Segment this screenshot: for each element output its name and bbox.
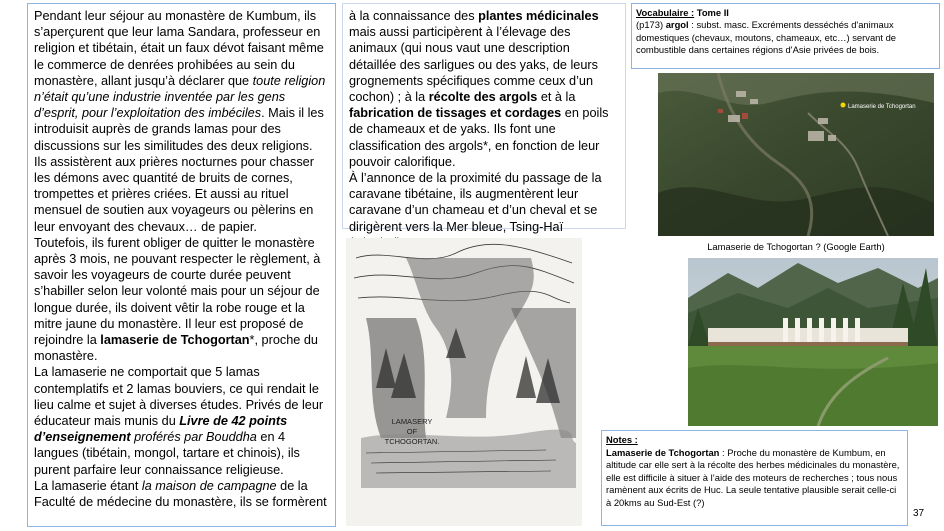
engraving-label-line2: OF [406,427,418,436]
engraving-label-line3: TCHOGORTAN. [384,437,440,446]
text-column-left [27,3,336,527]
marker-label: Lamaserie de Tchogortan [848,104,916,110]
notes-title: Notes : [606,434,638,445]
vocabulary-tome: Tome II [694,7,729,18]
paragraph-leaving: Toutefois, ils furent obliger de quitter le monastère après 3 mois, ne pouvant respecter le règlement, à savoir les voyageurs de courte durée peuvent s’habiller selon leur volonté mais pour un séjour de longue durée, ils doivent vêtir la robe rouge et la mitre jaune du monastère. Il leur est proposé de rejoindre la lamaserie de Tchogortan*, proche du monastère. [34,235,321,364]
paragraph-lamaserie: La lamaserie ne comportait que 5 lamas contemplatifs et 2 lamas bouviers, ce qui rendait le lieu calme et sujet à diverses études. Privés de leur éducateur mais munis du Livre de 42 points d’enseignement proférés par Bouddha en 4 langues (tibétain, mongol, tartare et chinois), ils purent parfaire leur connaissance religieuse. [34,365,324,477]
paragraph-sandara: Pendant leur séjour au monastère de Kumbum, ils s’aperçurent que leur lama Sandara, professeur en religion et tibétain, était un faux dévot faisant même le commerce de denrées prohibées au sein du monastère, allant jusqu’à déclarer que toute religion n’était qu’une industrie inventée par les gens d’esprit, pour l’exploitation des imbéciles. Mais il les introduisit auprès de grands lamas pour des discussions sur les similitudes des deux religions. [34,9,326,153]
satellite-caption: Lamaserie de Tchogortan ? (Google Earth) [707,241,885,252]
paragraph-faculty: La lamaserie étant la maison de campagne de la Faculté de médecine du monastère, ils se formèrent [34,478,327,510]
vocabulary-term: argol [665,19,689,31]
engraving-label-line1: LAMASERY [391,417,433,426]
lamasery-engraving [346,238,582,526]
paragraph-caravan: À l’annonce de la proximité du passage de la caravane tibétaine, ils augmentèrent leur caravane d’un chameau et d’un cheval et se dirigèrent vers la Mer bleue, Tsing-Haï [349,171,602,234]
notes-term: Lamaserie de Tchogortan [606,446,720,458]
notes-text: : Proche du monastère de Kumbum, en altitude car elle sert à la récolte des herbes médicinales du monastère, elle est difficile à situer à l’aide des moteurs de recherches ; tous nous ramènent aux écrits de Huc. La seule tentative plausible serait celle-ci à 20kms au Sud-Est (?) [606,446,900,508]
vocabulary-definition: : subst. masc. Excréments desséchés d'animaux domestiques (chevaux, moutons, chameaux, etc…) servant de combustible dans certaines régions d'Asie privées de bois. [636,19,897,56]
paragraph-training: à la connaissance des plantes médicinales mais aussi participèrent à l’élevage des animaux (qui nous vaut une description détaillée des sarligues ou des yaks, de leurs grognements spécifiques comme ceux d’un cochon) ; à la récolte des argols et à la fabrication de tissages et cordages en poils de chameaux et de yaks. Ils font une classification des argols*, en fonction de leur pouvoir calorifique. [349,9,609,169]
notes-box [601,430,908,526]
page-number: 37 [913,508,925,519]
landscape-photo [688,258,938,426]
vocabulary-box: Vocabulaire : Tome II (p173) argol : subst. masc. Excréments desséchés d'animaux domestiques (chevaux, moutons, chameaux, etc…) servant de combustible dans certaines régions d'Asie privées de bois. [631,3,940,69]
text-column-middle [342,3,626,234]
location-marker-icon [841,103,846,108]
satellite-image [658,73,934,236]
paragraph-prayers: Ils assistèrent aux prières nocturnes pour chasser les démons avec quantité de bruits de cornes, trompettes et prières criées. Et aussi au rituel mensuel de soutien aux voyageurs ou pèlerins en leur envoyant des chevaux… de papier. [34,154,314,234]
vocabulary-title: Vocabulaire : [636,7,695,18]
